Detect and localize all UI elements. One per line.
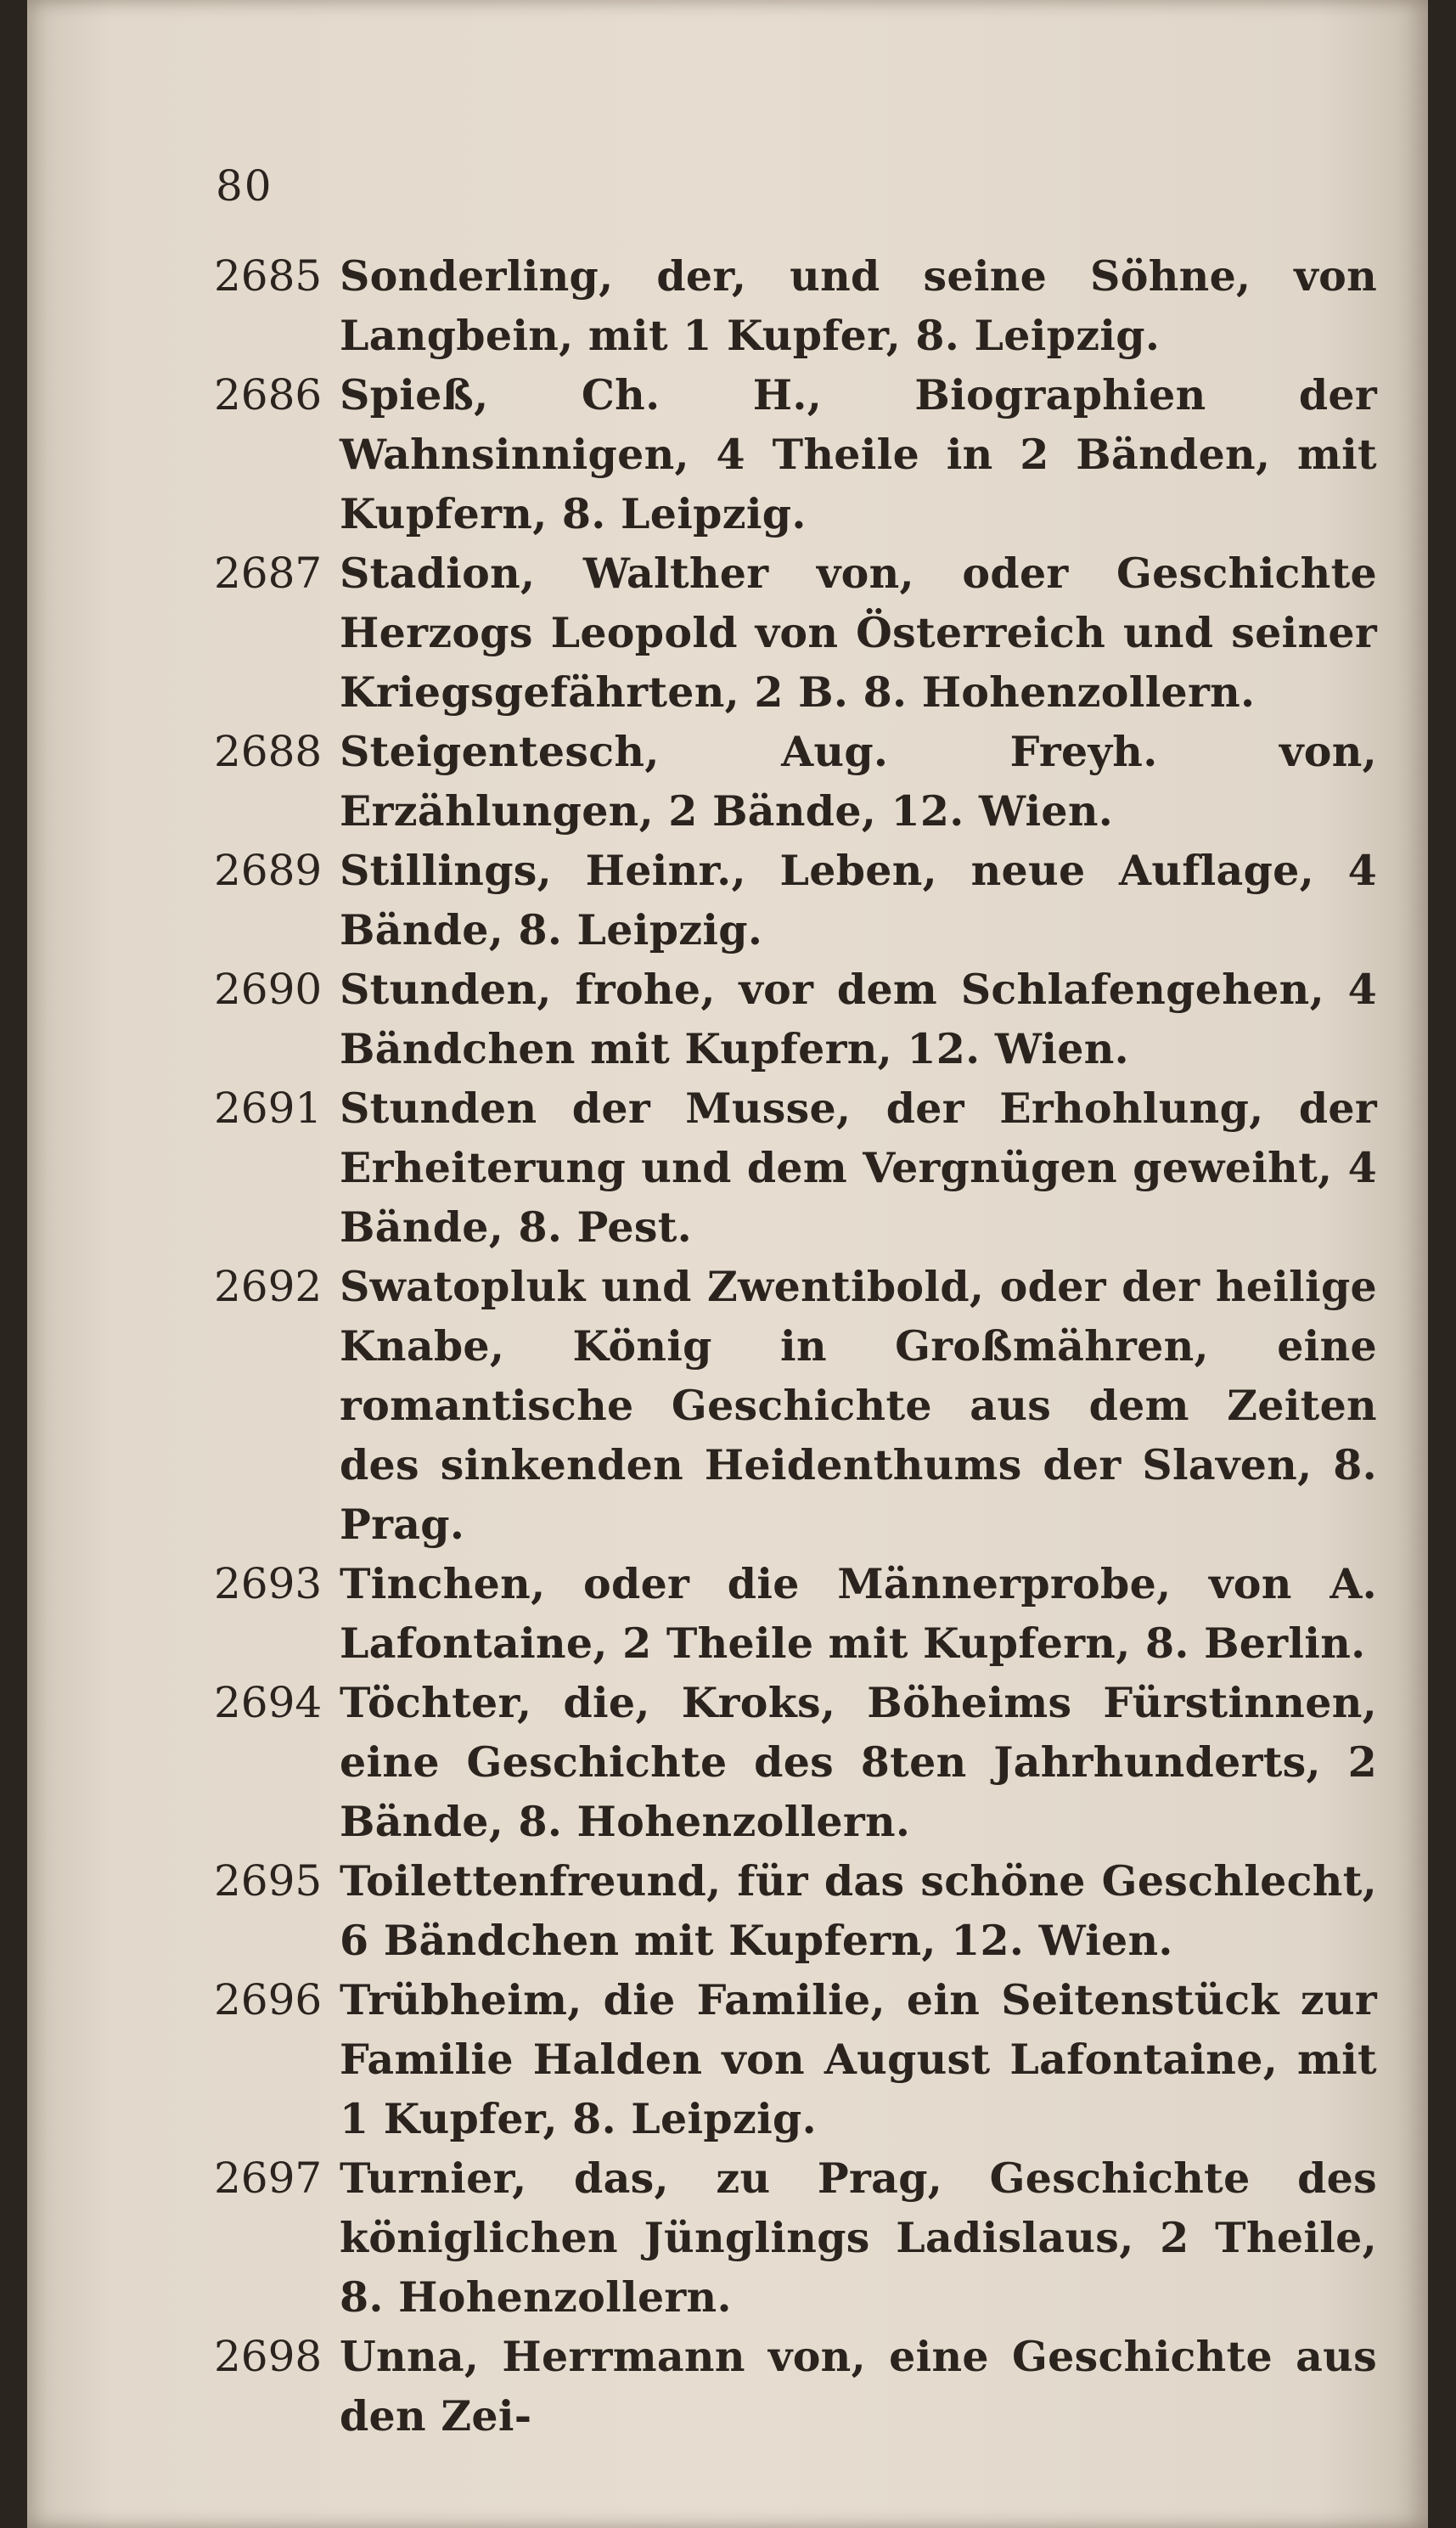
catalog-entry (214, 2148, 1377, 2327)
entry-number: 2695 (214, 1856, 323, 1906)
entry-text: Spieß, Ch. H., Biographien der Wahnsinnigen, 4 Theile in 2 Bänden, mit Kupfern, 8. Leipzig. (340, 370, 1377, 538)
page-number: 80 (216, 161, 273, 211)
entry-number: 2685 (214, 251, 323, 301)
catalog-entry (214, 722, 1377, 841)
entry-number: 2689 (214, 846, 323, 895)
entry-number: 2698 (214, 2332, 323, 2381)
book-page (27, 0, 1428, 2528)
catalog-entry (214, 1078, 1377, 1257)
catalog-entry (214, 2327, 1377, 2446)
entry-number: 2693 (214, 1559, 323, 1608)
catalog-entry (214, 1554, 1377, 1673)
catalog-entries (214, 246, 1377, 2446)
entry-text: Swatopluk und Zwentibold, oder der heilige Knabe, König in Großmähren, eine romantische Geschichte aus dem Zeiten des sinkenden Heidenthums der Slaven, 8. Prag. (340, 1262, 1377, 1549)
entry-number: 2688 (214, 727, 323, 776)
entry-text: Stillings, Heinr., Leben, neue Auflage, 4 Bände, 8. Leipzig. (340, 846, 1377, 954)
entry-text: Stunden der Musse, der Erhohlung, der Erheiterung und dem Vergnügen geweiht, 4 Bände, 8. Pest. (340, 1084, 1377, 1252)
entry-text: Sonderling, der, und seine Söhne, von Langbein, mit 1 Kupfer, 8. Leipzig. (340, 251, 1377, 360)
entry-text: Trübheim, die Familie, ein Seitenstück zur Familie Halden von August Lafontaine, mit 1 Kupfer, 8. Leipzig. (340, 1975, 1377, 2143)
entry-number: 2690 (214, 965, 323, 1014)
entry-number: 2687 (214, 549, 323, 598)
entry-number: 2686 (214, 370, 323, 419)
entry-number: 2696 (214, 1975, 323, 2024)
catalog-entry (214, 1970, 1377, 2148)
entry-number: 2692 (214, 1262, 323, 1311)
entry-text: Turnier, das, zu Prag, Geschichte des königlichen Jünglings Ladislaus, 2 Theile, 8. Hohenzollern. (340, 2154, 1377, 2322)
entry-text: Unna, Herrmann von, eine Geschichte aus den Zei- (340, 2332, 1377, 2441)
entry-text: Stunden, frohe, vor dem Schlafengehen, 4 Bändchen mit Kupfern, 12. Wien. (340, 965, 1377, 1073)
catalog-entry (214, 1851, 1377, 1970)
entry-text: Stadion, Walther von, oder Geschichte Herzogs Leopold von Österreich und seiner Kriegsgefährten, 2 B. 8. Hohenzollern. (340, 549, 1377, 717)
entry-number: 2697 (214, 2154, 323, 2203)
catalog-entry (214, 246, 1377, 365)
entry-text: Tinchen, oder die Männerprobe, von A. Lafontaine, 2 Theile mit Kupfern, 8. Berlin. (340, 1559, 1377, 1668)
entry-number: 2691 (214, 1084, 323, 1133)
entry-text: Toilettenfreund, für das schöne Geschlecht, 6 Bändchen mit Kupfern, 12. Wien. (340, 1856, 1377, 1965)
catalog-entry (214, 960, 1377, 1078)
entry-number: 2694 (214, 1678, 323, 1727)
entry-text: Steigentesch, Aug. Freyh. von, Erzählungen, 2 Bände, 12. Wien. (340, 727, 1377, 836)
catalog-entry (214, 543, 1377, 722)
catalog-entry (214, 1673, 1377, 1851)
catalog-entry (214, 841, 1377, 960)
entry-text: Töchter, die, Kroks, Böheims Fürstinnen, eine Geschichte des 8ten Jahrhunderts, 2 Bände, 8. Hohenzollern. (340, 1678, 1377, 1846)
catalog-entry (214, 365, 1377, 543)
catalog-entry (214, 1257, 1377, 1554)
